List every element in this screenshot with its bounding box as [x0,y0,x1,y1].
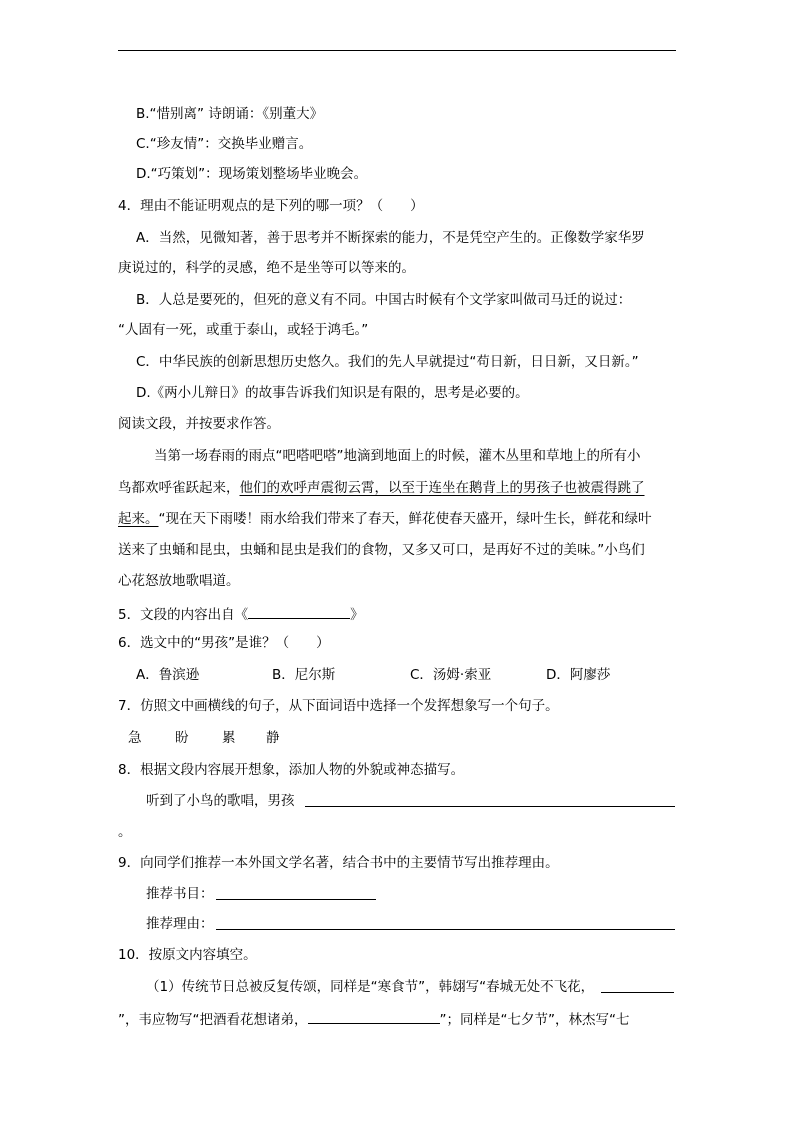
passage-line-1: 当第一场春雨的雨点“吧嗒吧嗒”地滴到地面上的时候，灌木丛里和草地上的所有小 [154,448,641,464]
q6-option-b: B．尼尔斯 [272,667,336,683]
q5-suffix: 》 [350,607,364,623]
q10-blank-1[interactable] [601,992,674,993]
q10-stem: 10．按原文内容填空。 [118,947,257,963]
underlined-sentence: 他们的欢呼声震彻云霄，以至于连坐在鹅背上的男孩子也被震得跳了 [239,480,645,496]
q9-stem: 9．向同学们推荐一本外国文学名著，结合书中的主要情节写出推荐理由。 [118,855,559,871]
passage-text: “现在天下雨喽！雨水给我们带来了春天，鲜花使春天盛开，绿叶生长，鲜花和绿叶 [158,511,652,527]
q9-book-label: 推荐书目： [146,886,214,902]
q4-option-b-line2: “人固有一死，或重于泰山，或轻于鸿毛。” [118,322,369,338]
passage-line-2 [118,478,645,498]
q6-option-a: A．鲁滨逊 [136,667,200,683]
header-rule [118,50,676,51]
q10-line-2b: ”；同样是“七夕节”，林杰写“七 [439,1012,630,1028]
q3-option-b: B.“惜别离” 诗朗诵：《别董大》 [136,106,324,122]
q7-word: 急 [128,730,142,746]
q9-book-line[interactable] [216,899,376,900]
passage-text: 鸟都欢呼雀跃起来， [118,480,240,496]
q4-stem: 4．理由不能证明观点的是下列的哪一项？（ ） [118,198,424,214]
q5-prefix: 5．文段的内容出自《 [118,607,249,623]
q7-word: 静 [266,730,280,746]
q8-answer-line[interactable] [305,806,675,807]
q10-line-1-text: （1）传统节日总被反复传颂，同样是“寒食节”，韩翃写“春城无处不飞花， [146,979,595,995]
q9-reason-label: 推荐理由： [146,916,214,932]
q10-line-1 [146,977,594,997]
q3-option-c: C.“珍友情”：交换毕业赠言。 [136,136,313,152]
q5 [118,603,364,623]
q6-stem: 6．选文中的“男孩”是谁？（ ） [118,635,330,651]
q10-blank-2[interactable] [308,1008,440,1024]
q7-word: 累 [222,730,236,746]
reading-instruction: 阅读文段，并按要求作答。 [118,416,280,432]
q7-word: 盼 [175,730,189,746]
q4-option-b-line1: B．人总是要死的，但死的意义有不同。中国古时候有个文学家叫做司马迁的说过： [136,292,632,308]
underlined-sentence-end: 起来。 [118,511,159,527]
passage-line-5: 心花怒放地歌唱道。 [118,573,240,589]
q4-option-a-line2: 庚说过的，科学的灵感，绝不是坐等可以等来的。 [118,260,415,276]
q4-option-c: C．中华民族的创新思想历史悠久。我们的先人早就提过“苟日新，日日新，又日新。” [136,354,639,370]
q7-stem: 7．仿照文中画横线的句子，从下面词语中选择一个发挥想象写一个句子。 [118,698,559,714]
passage-line-3 [118,509,652,529]
q5-answer-blank[interactable] [248,603,350,619]
q8-end-mark: 。 [118,824,132,840]
q4-option-a-line1: A．当然，见微知著，善于思考并不断探索的能力，不是凭空产生的。正像数学家华罗 [136,230,645,246]
q10-line-2a: ”，韦应物写“把酒看花想诸弟， [118,1012,308,1028]
q8-stem: 8．根据文段内容展开想象，添加人物的外貌或神态描写。 [118,762,465,778]
q10-line-2 [118,1008,629,1028]
q3-option-d: D.“巧策划”：现场策划整场毕业晚会。 [136,166,368,182]
q4-option-d: D.《两小儿辩日》的故事告诉我们知识是有限的，思考是必要的。 [136,385,529,401]
q6-option-d: D．阿廖莎 [546,667,611,683]
passage-line-4: 送来了虫蛹和昆虫，虫蛹和昆虫是我们的食物，又多又可口，是再好不过的美味。”小鸟们 [118,542,645,558]
q6-option-c: C．汤姆·索亚 [410,667,492,683]
q9-reason-line[interactable] [216,929,675,930]
q8-prompt: 听到了小鸟的歌唱，男孩 [146,793,295,809]
